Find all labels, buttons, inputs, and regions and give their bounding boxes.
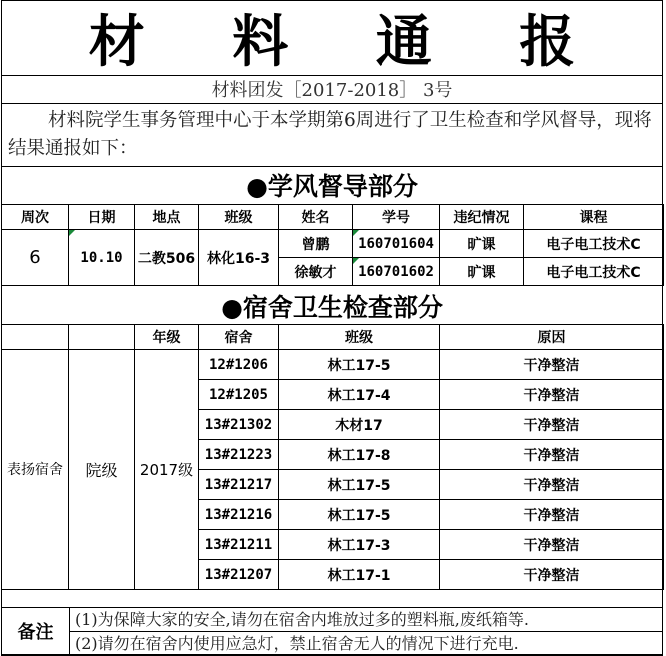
reason-cell: 干净整洁: [440, 470, 664, 500]
col-date: 日期: [69, 205, 135, 230]
dorm-section-title: ●宿舍卫生检查部分: [221, 292, 443, 322]
col-course: 课程: [524, 205, 664, 230]
note-item: (1)为保障大家的安全,请勿在宿舍内堆放过多的塑料瓶,废纸箱等.: [75, 610, 529, 629]
col-grade: 年级: [135, 325, 199, 350]
student-id-cell: 160701604: [353, 230, 440, 258]
table-row: [2, 230, 664, 258]
grade-cell: 2017级: [135, 350, 199, 590]
document-number: 材料团发［2017-2018］ 3号: [211, 80, 453, 101]
reason-cell: 干净整洁: [440, 350, 664, 380]
place-cell: 二教506: [135, 230, 199, 286]
reason-cell: 干净整洁: [440, 440, 664, 470]
name-cell: 徐敏才: [279, 258, 353, 286]
class-cell: 林化16-3: [199, 230, 279, 286]
notes-label: 备注: [2, 608, 70, 654]
divider: [1, 103, 663, 104]
reason-cell: 干净整洁: [440, 560, 664, 590]
col-name: 姓名: [279, 205, 353, 230]
dorm-class-cell: 林工17-8: [279, 440, 440, 470]
room-cell: 12#1206: [199, 350, 279, 380]
dorm-class-cell: 林工17-3: [279, 530, 440, 560]
dorm-class-cell: 林工17-1: [279, 560, 440, 590]
col-reason: 原因: [440, 325, 664, 350]
dorm-class-cell: 木材17: [279, 410, 440, 440]
reason-cell: 干净整洁: [440, 380, 664, 410]
note-item: (2)请勿在宿舍内使用应急灯，禁止宿舍无人的情况下进行充电.: [75, 634, 519, 653]
category-cell: 表扬宿舍: [2, 350, 69, 590]
dorm-class-cell: 林工17-4: [279, 380, 440, 410]
violation-cell: 旷课: [440, 230, 524, 258]
dorm-table: [1, 324, 664, 590]
room-cell: 13#21217: [199, 470, 279, 500]
col-place: 地点: [135, 205, 199, 230]
study-section-title: ●学风督导部分: [246, 172, 418, 201]
course-cell: 电子电工技术C: [524, 230, 664, 258]
course-cell: 电子电工技术C: [524, 258, 664, 286]
dorm-header-row: [2, 325, 664, 350]
col-blank: [69, 325, 135, 350]
reason-cell: 干净整洁: [440, 500, 664, 530]
study-table: [1, 204, 664, 286]
dorm-class-cell: 林工17-5: [279, 500, 440, 530]
room-cell: 13#21207: [199, 560, 279, 590]
col-class: 班级: [199, 205, 279, 230]
room-cell: 13#21302: [199, 410, 279, 440]
study-header-row: [2, 205, 664, 230]
level-cell: 院级: [69, 350, 135, 590]
room-cell: 13#21216: [199, 500, 279, 530]
reason-cell: 干净整洁: [440, 410, 664, 440]
intro-paragraph: 材料院学生事务管理中心于本学期第6周进行了卫生检查和学风督导，现将结果通报如下：: [8, 110, 652, 159]
violation-cell: 旷课: [440, 258, 524, 286]
col-room: 宿舍: [199, 325, 279, 350]
dorm-class-cell: 林工17-5: [279, 470, 440, 500]
table-row: [2, 350, 664, 380]
col-blank: [2, 325, 69, 350]
notes-box: [1, 607, 663, 655]
col-student-id: 学号: [353, 205, 440, 230]
col-week: 周次: [2, 205, 69, 230]
student-id-cell: 160701602: [353, 258, 440, 286]
report-title: 材 料 通 报: [88, 8, 610, 75]
col-violation: 违纪情况: [440, 205, 524, 230]
room-cell: 12#1205: [199, 380, 279, 410]
reason-cell: 干净整洁: [440, 530, 664, 560]
week-cell: 6: [2, 230, 69, 286]
room-cell: 13#21211: [199, 530, 279, 560]
room-cell: 13#21223: [199, 440, 279, 470]
date-cell: 10.10: [69, 230, 135, 286]
dorm-class-cell: 林工17-5: [279, 350, 440, 380]
col-class: 班级: [279, 325, 440, 350]
name-cell: 曾鹏: [279, 230, 353, 258]
